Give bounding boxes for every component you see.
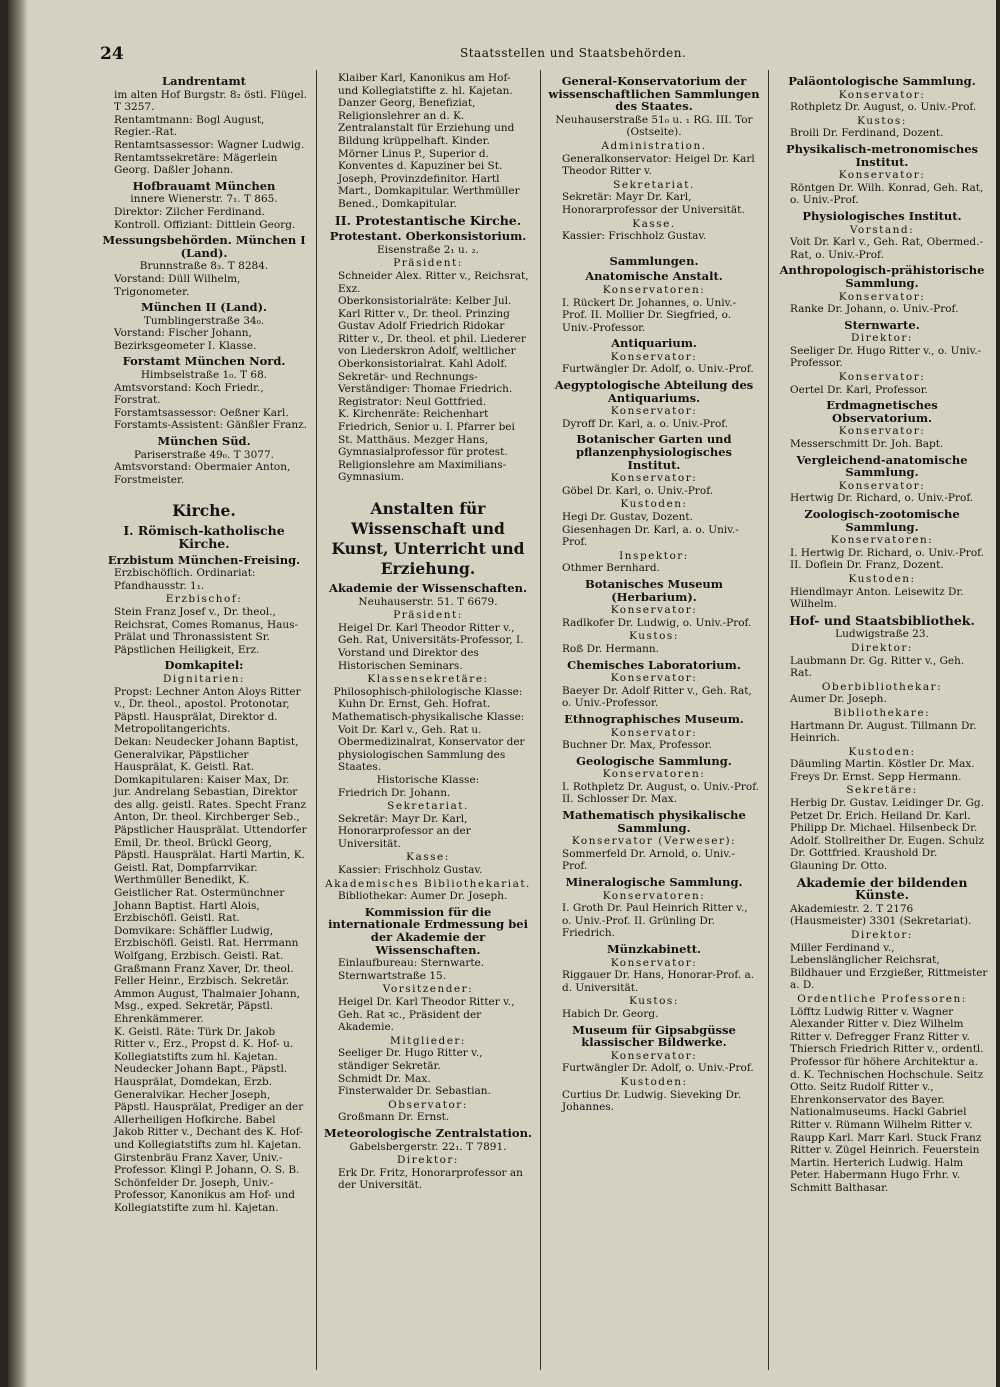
entry-text: Sekretär: Mayr Dr. Karl, Honorarprofessor der Universität. <box>562 191 745 216</box>
role-label: Direktor: <box>851 332 913 345</box>
subsection-heading: Messungsbehörden. München I (Land). <box>102 233 306 260</box>
running-head: Staatsstellen und Staatsbehörden. <box>460 46 687 60</box>
subsection-heading: Physiologisches Institut. <box>802 208 962 223</box>
entry-text: Baeyer Dr. Adolf Ritter v., Geh. Rat, o. Univ.-Professor. <box>562 684 752 710</box>
subsection-heading: Paläontologische Sammlung. <box>788 74 976 88</box>
address-line: Mathematisch-physikalische Klasse: <box>331 710 525 723</box>
entry-text: Generalkonservator: Heigel Dr. Karl Theodor Ritter v. <box>562 152 755 178</box>
role-label: Kustos: <box>857 114 907 127</box>
page-number: 24 <box>100 44 124 64</box>
entry-text: Vorstand: Düll Wilhelm, Trigonometer. <box>114 272 241 298</box>
entry-text: Ranke Dr. Johann, o. Univ.-Prof. <box>790 303 959 316</box>
entry-text: Oertel Dr. Karl, Professor. <box>790 383 928 396</box>
subsection-heading: Anatomische Anstalt. <box>585 269 723 284</box>
spacer <box>324 484 532 493</box>
role-label: Konservator: <box>610 956 698 969</box>
entry-text: Voit Dr. Karl v., Geh. Rat u. Obermedizinalrat, Konservator der physiologischen Sammlung des Staates. <box>338 723 525 774</box>
column-rule <box>768 70 769 1370</box>
role-label: Konservator: <box>610 604 698 617</box>
entry-text: Einlaufbureau: Sternwarte. Sternwartstraße 15. <box>338 957 485 982</box>
subsection-heading: Botanischer Garten und pflanzenphysiologisches Institut. <box>575 432 733 472</box>
column-4 <box>776 72 988 1377</box>
entry-text: Klaiber Karl, Kanonikus am Hof- und Kollegiatstifte z. hl. Kajetan. Danzer Georg, Benefiziat, Religionslehrer an d. K. Zentralanstalt für Erziehung und Bildung krüppelhaft. Kinder. Mörner Linus P., Superior d. Konventes d. Kapuziner bei St. Joseph, Provinzdefinitor. Hartl Mart., Domkapitular. Werthmüller Bened., Domkapitular. <box>338 72 520 210</box>
entry-text: Hertwig Dr. Richard, o. Univ.-Prof. <box>790 492 974 505</box>
chapter-heading: Kirche. <box>172 501 236 521</box>
entry-text: Seeliger Dr. Hugo Ritter v., o. Univ.-Professor. <box>790 344 982 370</box>
role-label: Konservatoren: <box>602 889 706 902</box>
entry-text: Aumer Dr. Joseph. <box>790 693 887 706</box>
role-label: Klassensekretäre: <box>367 673 489 686</box>
entry-text: Dyroff Dr. Karl, a. o. Univ.-Prof. <box>562 417 729 430</box>
subsection-heading: Domkapitel: <box>164 658 244 673</box>
entry-text: Propst: Lechner Anton Aloys Ritter v., Dr. theol., apostol. Protonotar, Päpstl. Hausprälat, Direktor d. Metropolitangerichts. <box>114 685 301 736</box>
role-label: Akademisches Bibliothekariat. <box>325 877 531 890</box>
entry-text: K. Kirchenräte: Reichenhart Friedrich, Senior u. I. Pfarrer bei St. Matthäus. Mezger Hans, Gymnasialprofessor für protest. Religionslehre am Maximilians-Gymnasium. <box>338 408 515 484</box>
entry-text: Stein Franz Josef v., Dr. theol., Reichsrat, Comes Romanus, Haus-Prälat und Thronassistent Sr. Päpstlichen Heiligkeit, Erz. <box>114 605 299 656</box>
section-heading: I. Römisch-katholische Kirche. <box>123 523 285 551</box>
entry-text: Miller Ferdinand v., Lebenslänglicher Reichsrat, Bildhauer und Erzgießer, Rittmeister a. D. <box>790 941 988 992</box>
entry-text: Amtsvorstand: Koch Friedr., Forstrat. <box>114 381 264 407</box>
entry-text: Kuhn Dr. Ernst, Geh. Hofrat. <box>338 698 491 711</box>
subsection-heading: Physikalisch-metronomisches Institut. <box>785 141 979 169</box>
entry-text: Domvikare: Schäffler Ludwig, Erzbischöfl. Geistl. Rat. Herrmann Wolfgang, Erzbisch. Geistl. Rat. Graßmann Franz Xaver, Dr. theol. Feller Heinr., Erzbisch. Sekretär. Ammon August, Thalmaier Johann, Msg., exped. Sekretär, Päpstl. Ehrenkämmerer. <box>114 924 300 1025</box>
role-label: Konservator: <box>838 88 926 101</box>
entry-text: Rentamtssekretäre: Mägerlein Georg. Daßler Johann. <box>114 151 278 177</box>
entry-text: Finsterwalder Dr. Sebastian. <box>338 1085 491 1098</box>
entry-text: K. Geistl. Räte: Türk Dr. Jakob Ritter v., Erz., Propst d. K. Hof- u. Kollegiatstifts zum hl. Kajetan. Neudecker Johann Bapt., Päpstl. Hausprälat, Domdekan, Erzb. Generalvikar. Hecher Joseph, Päpstl. Hausprälat, Prediger an der Allerheiligen Hofkirche. Babel Jakob Ritter v., Dechant des K. Hof- und Kollegiatstifts zum hl. Kajetan. Girstenbräu Franz Xaver, Univ.-Professor. Klingl P. Johann, O. S. B. Schönfelder Dr. Joseph, Univ.-Professor, Kanonikus am Hof- und Kollegiatstifte zum hl. Kajetan. <box>114 1025 304 1214</box>
role-label: Konservator: <box>838 479 926 492</box>
role-label: Sekretäre: <box>846 784 918 797</box>
entry-text: Oberkonsistorialräte: Kelber Jul. Karl Ritter v., Dr. theol. Prinzing Gustav Adolf Friedrich Ridokar Ritter v., Dr. theol. et phil. Liederer von Liederskron Adolf, weltlicher Oberkonsistorialrat. Kahl Adolf. <box>338 295 526 371</box>
entry-text: Roß Dr. Hermann. <box>562 642 660 655</box>
role-label: Konservator: <box>610 1049 698 1062</box>
entry-text: Furtwängler Dr. Adolf, o. Univ.-Prof. <box>562 1062 754 1075</box>
entry-text: Laubmann Dr. Gg. Ritter v., Geh. Rat. <box>790 654 965 680</box>
entry-text: Erzbischöflich. Ordinariat: Pfandhausstr. 1₁. <box>114 567 256 592</box>
entry-text: Registrator: Neul Gottfried. <box>338 395 487 408</box>
entry-text: I. Rothpletz Dr. August, o. Univ.-Prof. II. Schlosser Dr. Max. <box>562 780 760 806</box>
role-label: Kustoden: <box>620 498 688 511</box>
subsection-heading: Meteorologische Zentralstation. <box>324 1125 532 1140</box>
entry-text: Habich Dr. Georg. <box>562 1007 659 1020</box>
entry-text: Broili Dr. Ferdinand, Dozent. <box>790 127 944 140</box>
subsection-heading: Geologische Sammlung. <box>576 753 732 768</box>
role-label: Direktor: <box>397 1154 459 1167</box>
entry-text: Othmer Bernhard. <box>562 562 660 575</box>
book-page <box>8 0 996 1387</box>
subsection-heading: Antiquarium. <box>611 336 697 351</box>
role-label: Kasse: <box>406 851 450 864</box>
entry-text: Sommerfeld Dr. Arnold, o. Univ.-Prof. <box>562 847 735 873</box>
entry-text: Kontroll. Offiziant: Dittlein Georg. <box>114 218 296 231</box>
entry-text: Rentamtsassessor: Wagner Ludwig. <box>114 138 305 151</box>
subsection-heading: Erdmagnetisches Observatorium. <box>826 398 938 425</box>
address-line: Neuhauserstr. 51. T 6679. <box>358 595 498 608</box>
entry-text: im alten Hof Burgstr. 8₂ östl. Flügel. T 3257. <box>114 88 308 114</box>
role-label: Konservator: <box>610 350 698 363</box>
entry-text: Amtsvorstand: Obermaier Anton, Forstmeister. <box>114 461 291 486</box>
role-label: Konservator: <box>838 169 926 182</box>
entry-text: Buchner Dr. Max, Professor. <box>562 739 712 752</box>
entry-text: Kassier: Frischholz Gustav. <box>338 864 483 877</box>
subsection-heading: Ethnographisches Museum. <box>564 711 744 726</box>
role-label: Vorstand: <box>849 223 915 236</box>
role-label: Konservator: <box>838 371 926 384</box>
role-label: Mitglieder: <box>390 1034 466 1047</box>
role-label: Kustos: <box>629 630 679 643</box>
address-line: Eisenstraße 2₁ u. ₂. <box>376 243 480 256</box>
subsection-heading: Anthropologisch-prähistorische Sammlung. <box>779 263 985 290</box>
role-label: Konservatoren: <box>602 283 706 296</box>
subsection-heading: Mathematisch physikalische Sammlung. <box>562 808 746 835</box>
subsection-heading: Aegyptologische Abteilung des Antiquariums. <box>554 378 754 405</box>
entry-text: Großmann Dr. Ernst. <box>338 1111 450 1124</box>
role-label: Ordentliche Professoren: <box>797 992 967 1005</box>
subsection-heading: München II (Land). <box>140 300 268 315</box>
address-line: Brunnstraße 8₃. T 8284. <box>139 260 269 273</box>
role-label: Konservator: <box>610 472 698 485</box>
subsection-heading: Museum für Gipsabgüsse klassischer Bildwerke. <box>572 1022 736 1050</box>
entry-text: Schneider Alex. Ritter v., Reichsrat, Exz. <box>338 269 529 295</box>
entry-text: Voit Dr. Karl v., Geh. Rat, Obermed.-Rat, o. Univ.-Prof. <box>790 236 984 261</box>
role-label: Konservatoren: <box>830 534 934 547</box>
entry-text: Heigel Dr. Karl Theodor Ritter v., Geh. Rat ꝛc., Präsident der Akademie. <box>338 996 515 1034</box>
entry-text: Erk Dr. Fritz, Honorarprofessor an der Universität. <box>338 1166 523 1192</box>
subsection-heading: Sternwarte. <box>844 317 920 332</box>
entry-text: Friedrich Dr. Johann. <box>338 786 451 799</box>
role-label: Vorsitzender: <box>382 983 474 996</box>
entry-text: Kassier: Frischholz Gustav. <box>562 230 707 243</box>
section-heading: II. Protestantische Kirche. <box>334 212 522 228</box>
column-2 <box>324 72 532 1377</box>
role-label: Direktor: <box>851 641 913 654</box>
entry-text: I. Groth Dr. Paul Heinrich Ritter v., o. Univ.-Prof. II. Grünling Dr. Friedrich. <box>562 902 748 940</box>
role-label: Kustos: <box>629 995 679 1008</box>
address-line: Gabelsbergerstr. 22₁. T 7891. <box>349 1140 507 1153</box>
role-label: Präsident: <box>393 257 463 270</box>
address-line: Pariserstraße 49₀. T 3077. <box>134 448 274 461</box>
subsection-heading: Chemisches Laboratorium. <box>567 657 741 672</box>
entry-text: Röntgen Dr. Wilh. Konrad, Geh. Rat, o. Univ.-Prof. <box>790 181 984 207</box>
entry-text: Rothpletz Dr. August, o. Univ.-Prof. <box>790 101 977 114</box>
role-label: Dignitarien: <box>163 672 245 685</box>
entry-text: Forstamts-Assistent: Gänßler Franz. <box>114 419 307 432</box>
subsection-heading: Mineralogische Sammlung. <box>565 875 743 890</box>
book-binding-gutter <box>8 0 28 1387</box>
role-label: Konservator: <box>610 726 698 739</box>
role-label: Kustoden: <box>848 745 916 758</box>
role-label: Konservatoren: <box>602 768 706 781</box>
page-header <box>100 40 980 68</box>
entry-text: Direktor: Zilcher Ferdinand. <box>114 205 265 218</box>
entry-text: Rentamtmann: Bogl August, Regier.-Rat. <box>114 113 265 139</box>
column-rule <box>540 70 541 1370</box>
entry-text: Furtwängler Dr. Adolf, o. Univ.-Prof. <box>562 363 754 376</box>
role-label: Konservator (Verweser): <box>571 835 737 848</box>
column-1 <box>100 72 308 1377</box>
subsection-heading: Kommission für die internationale Erdmessung bei der Akademie der Wissenschaften. <box>328 904 528 957</box>
address-line: Historische Klasse: <box>376 773 480 786</box>
entry-text: I. Hertwig Dr. Richard, o. Univ.-Prof. II. Doflein Dr. Franz, Dozent. <box>790 546 984 572</box>
entry-text: Vorstand: Fischer Johann, Bezirksgeometer I. Klasse. <box>114 327 257 352</box>
entry-text: Akademiestr. 2. T 2176 (Hausmeister) 3301 (Sekretariat). <box>790 902 972 928</box>
entry-text: Seeliger Dr. Hugo Ritter v., ständiger Sekretär. <box>338 1047 483 1072</box>
role-label: Kustoden: <box>620 1075 688 1088</box>
role-label: Oberbibliothekar: <box>821 680 943 693</box>
role-label: Kustoden: <box>848 572 916 585</box>
address-line: Philosophisch-philologische Klasse: <box>333 685 523 698</box>
entry-text: Hartmann Dr. August. Tillmann Dr. Heinrich. <box>790 719 977 745</box>
role-label: Sekretariat. <box>613 178 695 191</box>
subsection-heading: München Süd. <box>157 434 251 449</box>
role-label: Konservator: <box>838 425 926 438</box>
entry-text: Löfftz Ludwig Ritter v. Wagner Alexander Ritter v. Diez Wilhelm Ritter v. Defregger Franz Ritter v. Thiersch Friedrich Ritter v., ordentl. Professor für höhere Architektur a. d. K. Technischen Hochschule. Seitz Otto. Seitz Rudolf Ritter v., Ehrenkonservator des Bayer. Nationalmuseums. Hackl Gabriel Ritter v. Rümann Wilhelm Ritter v. Raupp Karl. Marr Karl. Stuck Franz Ritter v. Zügel Heinrich. Feuerstein Martin. Herterich Ludwig. Halm Peter. Habermann Hugo Frhr. v. Schmitt Balthasar. <box>790 1005 984 1194</box>
role-label: Sekretariat. <box>387 800 469 813</box>
role-label: Konservator: <box>610 405 698 418</box>
role-label: Bibliothekare: <box>833 706 931 719</box>
entry-text: Domkapitularen: Kaiser Max, Dr. jur. Andrelang Sebastian, Direktor des allg. geistl. Rates. Specht Franz Anton, Dr. theol. Kirchberger Seb., Päpstlicher Hausprälat. Uttendorfer Emil, Dr. theol. Brückl Georg, Päpstl. Hausprälat. Hartl Martin, K. Geistl. Rat, Dompfarrvikar. Werthmüller Benedikt, K. Geistlicher Rat. Ostermünchner Johann Baptist. Hartl Alois, Erzbischöfl. Geistl. Rat. <box>114 773 307 925</box>
entry-text: Göbel Dr. Karl, o. Univ.-Prof. <box>562 484 714 497</box>
address-line: Himbselstraße 1₀. T 68. <box>140 369 268 382</box>
column-rule <box>316 70 317 1370</box>
spacer <box>548 243 760 252</box>
subsection-heading: Vergleichend-anatomische Sammlung. <box>796 452 968 480</box>
subsection-heading: General-Konservatorium der wissenschaftlichen Sammlungen des Staates. <box>548 74 760 114</box>
subsection-heading: Sammlungen. <box>609 253 699 268</box>
entry-text: Sekretär: Mayr Dr. Karl, Honorarprofessor an der Universität. <box>338 812 471 850</box>
entry-text: Curtius Dr. Ludwig. Sieveking Dr. Johannes. <box>562 1088 742 1114</box>
role-label: Direktor: <box>851 929 913 941</box>
role-label: Observator: <box>388 1098 468 1111</box>
chapter-heading: Anstalten für Wissenschaft und Kunst, Unterricht und Erziehung. <box>331 499 525 578</box>
subsection-heading: Erzbistum München-Freising. <box>107 552 301 567</box>
column-3 <box>548 72 760 1377</box>
address-line: innere Wienerstr. 7₁. T 865. <box>130 193 278 206</box>
section-heading: Hof- und Staatsbibliothek. <box>789 612 975 628</box>
address-line: Ludwigstraße 23. <box>835 628 929 641</box>
entry-text: Däumling Martin. Köstler Dr. Max. Freys Dr. Ernst. Sepp Hermann. <box>790 758 975 783</box>
spacer <box>100 486 308 495</box>
entry-text: I. Rückert Dr. Johannes, o. Univ.-Prof. II. Mollier Dr. Siegfried, o. Univ.-Professor. <box>562 296 737 334</box>
entry-text: Hegi Dr. Gustav, Dozent. Giesenhagen Dr. Karl, a. o. Univ.-Prof. <box>562 511 739 549</box>
entry-text: Hiendlmayr Anton. Leisewitz Dr. Wilhelm. <box>790 585 964 611</box>
subsection-heading: Protestant. Oberkonsistorium. <box>329 229 527 244</box>
role-label: Konservator: <box>838 290 926 303</box>
entry-text: Radlkofer Dr. Ludwig, o. Univ.-Prof. <box>562 616 752 629</box>
entry-text: Riggauer Dr. Hans, Honorar-Prof. a. d. Universität. <box>562 969 755 994</box>
section-heading: Akademie der bildenden Künste. <box>796 874 968 903</box>
subsection-heading: Landrentamt <box>162 74 246 88</box>
entry-text: Sekretär- und Rechnungs-Verständiger: Thomae Friedrich. <box>338 370 513 396</box>
role-label: Konservator: <box>610 672 698 685</box>
role-label: Kasse. <box>632 217 676 230</box>
address-line: Neuhauserstraße 51₀ u. ₁ RG. III. Tor (Ostseite). <box>555 113 753 139</box>
address-line: Tumblingerstraße 34₀. <box>143 314 265 327</box>
entry-text: Heigel Dr. Karl Theodor Ritter v., Geh. Rat, Universitäts-Professor, I. Vorstand und Direktor des Historischen Seminars. <box>338 621 524 672</box>
entry-text: Forstamtsassessor: Oeßner Karl. <box>114 406 289 419</box>
entry-text: Schmidt Dr. Max. <box>338 1072 431 1085</box>
subsection-heading: Zoologisch-zootomische Sammlung. <box>804 507 960 534</box>
role-label: Administration. <box>601 139 707 152</box>
role-label: Inspektor: <box>619 549 689 562</box>
role-label: Erzbischof: <box>165 593 243 606</box>
entry-text: Dekan: Neudecker Johann Baptist, Generalvikar, Päpstlicher Hausprälat, K. Geistl. Rat. <box>114 735 299 774</box>
subsection-heading: Botanisches Museum (Herbarium). <box>585 576 723 604</box>
entry-text: Messerschmitt Dr. Joh. Bapt. <box>790 438 944 451</box>
subsection-heading: Münzkabinett. <box>606 942 702 956</box>
entry-text: Bibliothekar: Aumer Dr. Joseph. <box>338 890 508 903</box>
entry-text: Herbig Dr. Gustav. Leidinger Dr. Gg. Petzet Dr. Erich. Heiland Dr. Karl. Philipp Dr. Michael. Hilsenbeck Dr. Adolf. Stollreither Dr. Eugen. Schulz Dr. Gottfried. Kraushold Dr. Glauning Dr. Otto. <box>790 797 985 873</box>
role-label: Präsident: <box>393 609 463 622</box>
subsection-heading: Hofbrauamt München <box>132 178 276 193</box>
subsection-heading: Akademie der Wissenschaften. <box>329 581 527 595</box>
subsection-heading: Forstamt München Nord. <box>122 354 286 369</box>
